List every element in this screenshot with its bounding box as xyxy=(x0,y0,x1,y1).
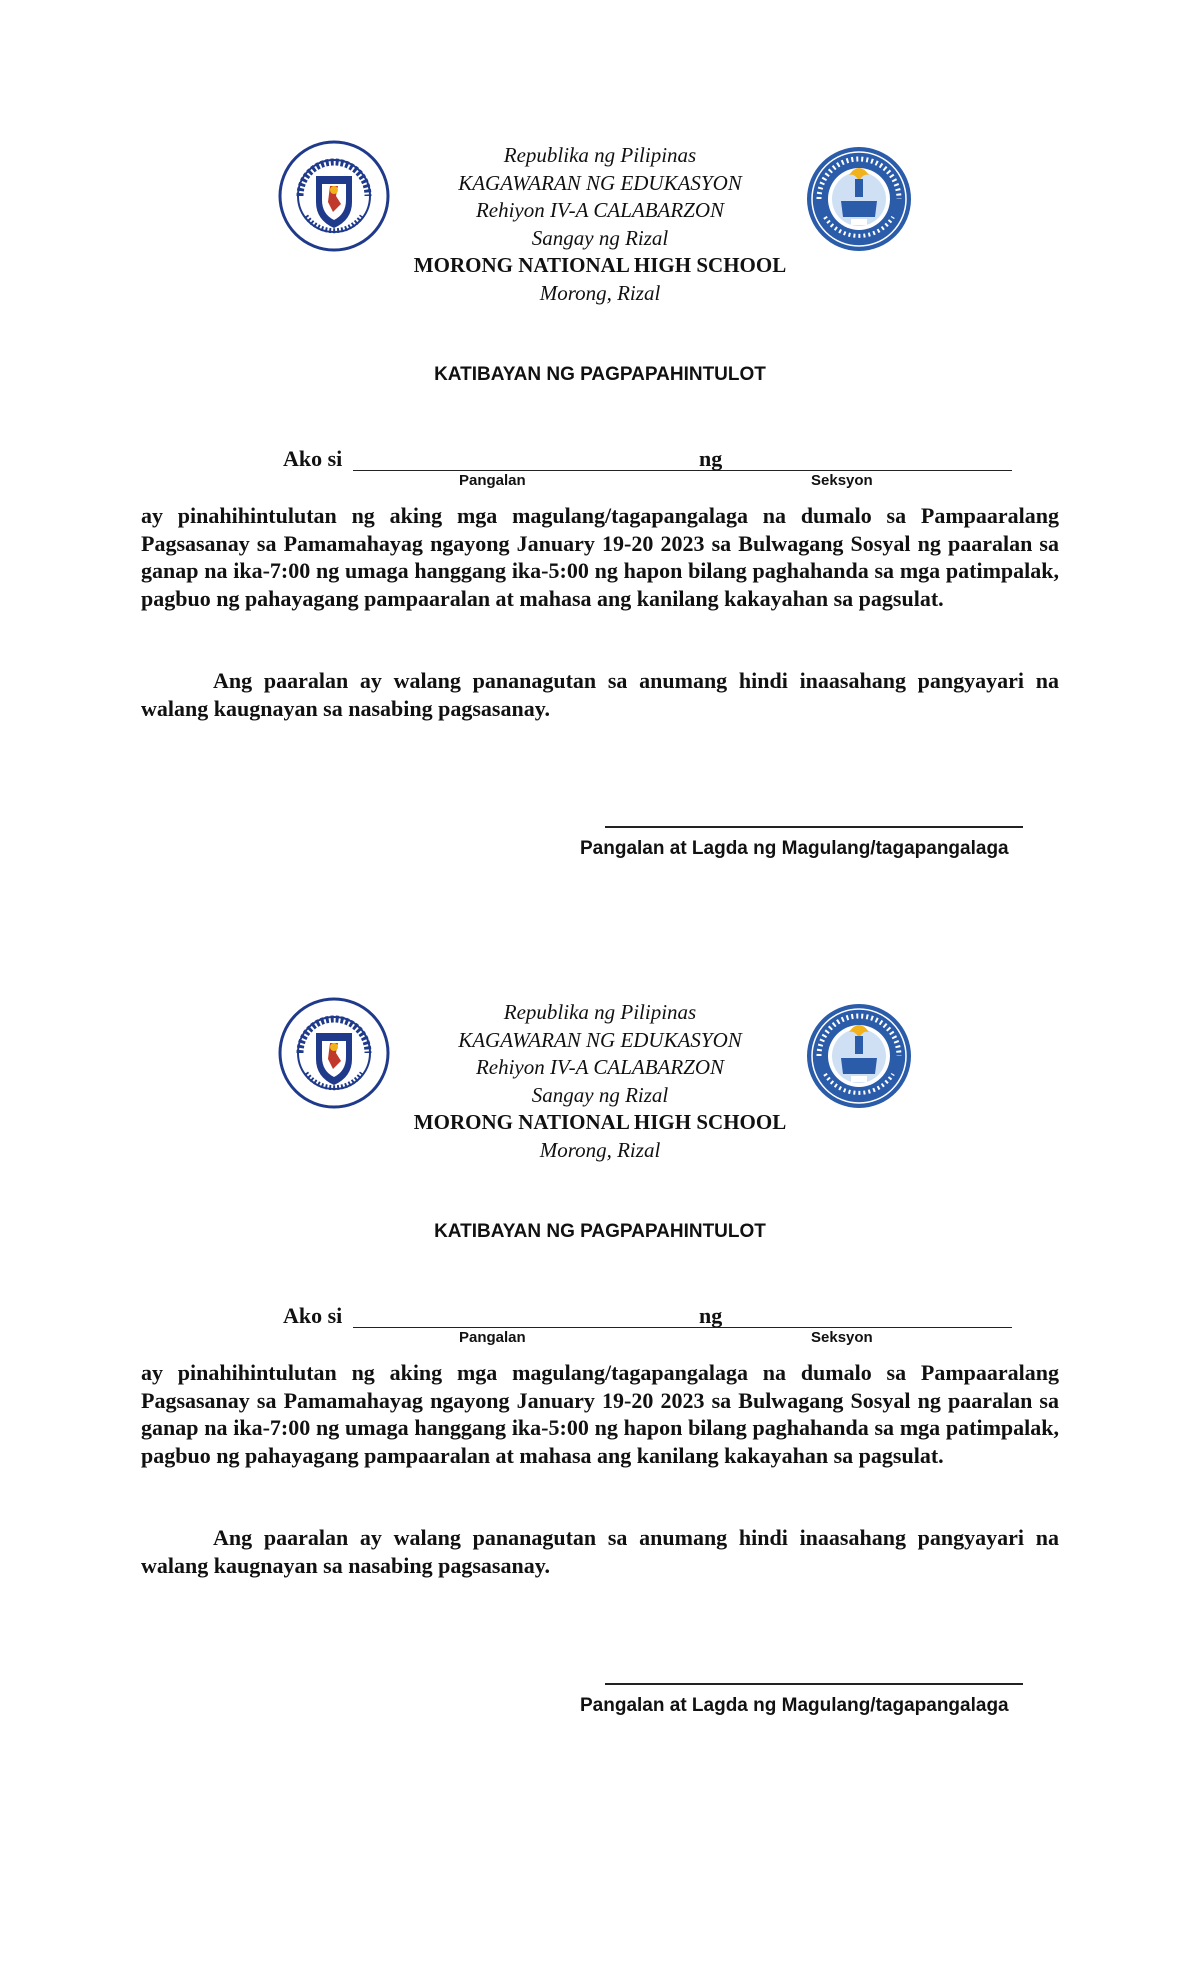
section-blank-line[interactable] xyxy=(733,1327,1012,1328)
ng-label: ng xyxy=(699,446,723,471)
school-header xyxy=(400,142,800,307)
deped-seal-icon xyxy=(278,140,390,252)
signature-label: Pangalan at Lagda ng Magulang/tagapangalaga xyxy=(580,838,1009,859)
ako-si-label: Ako si xyxy=(283,446,343,471)
section-caption: Seksyon xyxy=(811,472,873,489)
document-title: KATIBAYAN NG PAGPAPAHINTULOT xyxy=(434,1221,766,1242)
permission-slip-1 xyxy=(0,0,1200,860)
header-school-name: MORONG NATIONAL HIGH SCHOOL xyxy=(413,1110,787,1134)
ng-label: ng xyxy=(699,1303,723,1328)
ako-si-label: Ako si xyxy=(283,1303,343,1328)
header-town: Morong, Rizal xyxy=(539,280,661,305)
signature-line[interactable] xyxy=(605,826,1023,828)
header-town: Morong, Rizal xyxy=(539,1137,661,1162)
header-school-name: MORONG NATIONAL HIGH SCHOOL xyxy=(413,253,787,277)
name-caption: Pangalan xyxy=(459,472,526,489)
liability-paragraph: Ang paaralan ay walang pananagutan sa anumang hindi inaasahang pangyayari na walang kaugnayan sa nasabing pagsasanay. xyxy=(141,1525,1059,1578)
permission-paragraph: ay pinahihintulutan ng aking mga magulang/tagapangalaga na dumalo sa Pampaaralang Pagsasanay sa Pamamahayag ngayong January 19-20 2023 sa Bulwagang Sosyal ng paaralan sa ganap na ika-7:00 ng umaga hanggang ika-5:00 ng hapon bilang paghahanda sa mga patimpalak, pagbuo ng pahayagang pampaaralan at mahasa ang kanilang kakayahan sa pagsulat. xyxy=(141,503,1059,611)
school-header xyxy=(400,999,800,1164)
header-republic: Republika ng Pilipinas xyxy=(503,143,697,167)
permission-slip-2 xyxy=(0,857,1200,1717)
header-division: Sangay ng Rizal xyxy=(531,1082,669,1107)
header-region: Rehiyon IV-A CALABARZON xyxy=(475,198,725,222)
header-department: KAGAWARAN NG EDUKASYON xyxy=(458,1027,742,1052)
liability-paragraph: Ang paaralan ay walang pananagutan sa anumang hindi inaasahang pangyayari na walang kaugnayan sa nasabing pagsasanay. xyxy=(141,668,1059,721)
document-title: KATIBAYAN NG PAGPAPAHINTULOT xyxy=(434,364,766,385)
header-republic: Republika ng Pilipinas xyxy=(503,1000,697,1024)
name-section-row xyxy=(283,446,1013,496)
header-department: KAGAWARAN NG EDUKASYON xyxy=(458,170,742,195)
signature-line[interactable] xyxy=(605,1683,1023,1685)
section-blank-line[interactable] xyxy=(733,470,1012,471)
name-section-row xyxy=(283,1303,1013,1353)
section-caption: Seksyon xyxy=(811,1329,873,1346)
school-seal-icon xyxy=(805,1002,913,1110)
permission-paragraph: ay pinahihintulutan ng aking mga magulang/tagapangalaga na dumalo sa Pampaaralang Pagsasanay sa Pamamahayag ngayong January 19-20 2023 sa Bulwagang Sosyal ng paaralan sa ganap na ika-7:00 ng umaga hanggang ika-5:00 ng hapon bilang paghahanda sa mga patimpalak, pagbuo ng pahayagang pampaaralan at mahasa ang kanilang kakayahan sa pagsulat. xyxy=(141,1360,1059,1468)
name-caption: Pangalan xyxy=(459,1329,526,1346)
header-division: Sangay ng Rizal xyxy=(531,225,669,250)
deped-seal-icon xyxy=(278,997,390,1109)
header-region: Rehiyon IV-A CALABARZON xyxy=(475,1055,725,1079)
school-seal-icon xyxy=(805,145,913,253)
signature-label: Pangalan at Lagda ng Magulang/tagapangalaga xyxy=(580,1695,1009,1716)
